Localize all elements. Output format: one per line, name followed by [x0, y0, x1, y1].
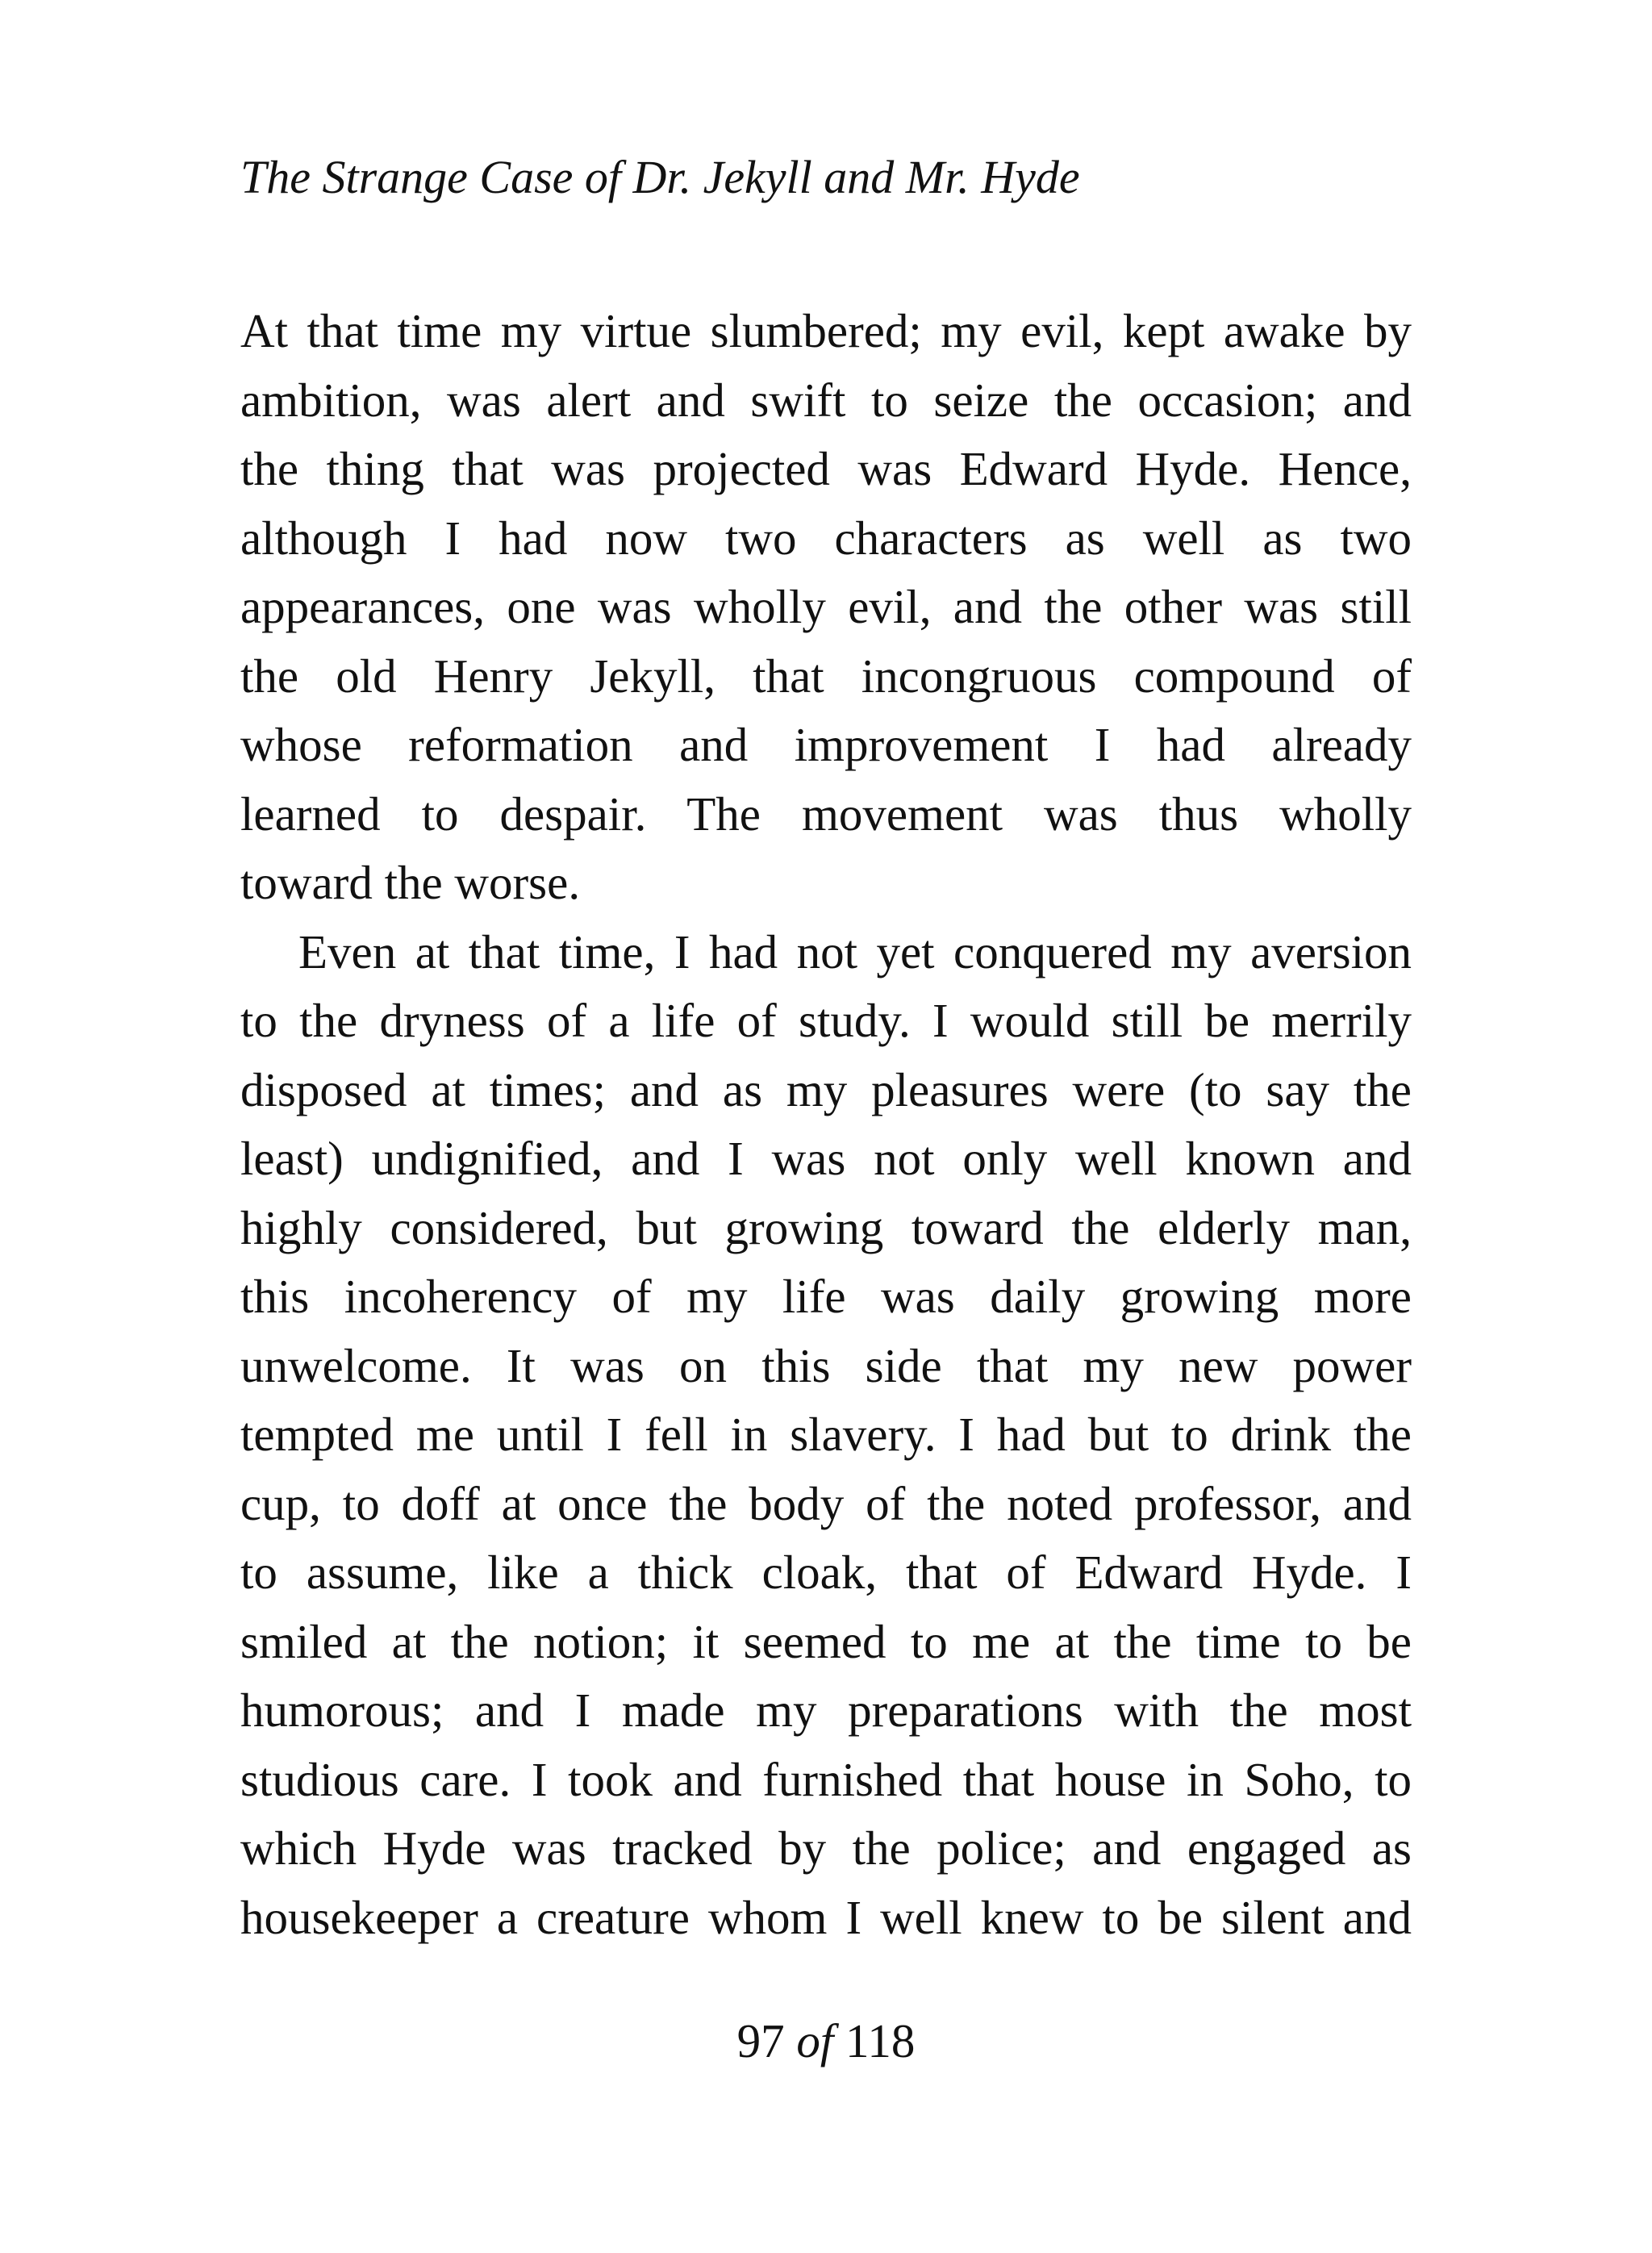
text-line: to assume, like a thick cloak, that of Edward Hyde. I — [240, 1546, 1412, 1599]
text-line: the old Henry Jekyll, that incongruous compound of — [240, 649, 1412, 703]
text-line: tempted me until I fell in slavery. I had but to drink the — [240, 1408, 1412, 1461]
text-line: housekeeper a creature whom I well knew to be silent and — [240, 1890, 1412, 1944]
text-line: disposed at times; and as my pleasures were (to say the — [240, 1062, 1412, 1116]
text-line: smiled at the notion; it seemed to me at the time to be — [240, 1614, 1412, 1668]
text-line: learned to despair. The movement was thus wholly — [240, 786, 1412, 841]
text-line: unwelcome. It was on this side that my new power — [240, 1338, 1412, 1392]
text-line: ambition, was alert and swift to seize the occasion; and — [240, 373, 1412, 427]
text-line: this incoherency of my life was daily growing more — [240, 1270, 1412, 1323]
text-line: humorous; and I made my preparations with the most — [240, 1683, 1412, 1737]
page-number: 97 — [736, 2014, 785, 2067]
text-line: whose reformation and improvement I had already — [240, 718, 1412, 771]
text-line: appearances, one was wholly evil, and the other was still — [240, 580, 1412, 633]
text-line: the thing that was projected was Edward Hyde. Hence, — [240, 442, 1412, 495]
total-pages: 118 — [845, 2014, 916, 2067]
running-header-title: The Strange Case of Dr. Jekyll and Mr. Hyde — [240, 151, 1080, 203]
text-line: which Hyde was tracked by the police; and engaged as — [240, 1821, 1412, 1875]
page-number-footer — [0, 2012, 1652, 2070]
text-line: although I had now two characters as well as two — [240, 511, 1412, 565]
text-line: to the dryness of a life of study. I would still be merrily — [240, 994, 1412, 1047]
text-line: Even at that time, I had not yet conquered my aversion — [298, 924, 1412, 978]
text-line: studious care. I took and furnished that house in Soho, to — [240, 1752, 1412, 1806]
page-of-word: of — [796, 2014, 834, 2067]
text-line: toward the worse. — [240, 856, 581, 909]
text-line: least) undignified, and I was not only well known and — [240, 1132, 1412, 1185]
text-line: highly considered, but growing toward the elderly man, — [240, 1200, 1412, 1254]
body-text — [240, 297, 1412, 1952]
text-line: At that time my virtue slumbered; my evil, kept awake by — [240, 304, 1412, 357]
text-line: cup, to doff at once the body of the noted professor, and — [240, 1476, 1412, 1530]
